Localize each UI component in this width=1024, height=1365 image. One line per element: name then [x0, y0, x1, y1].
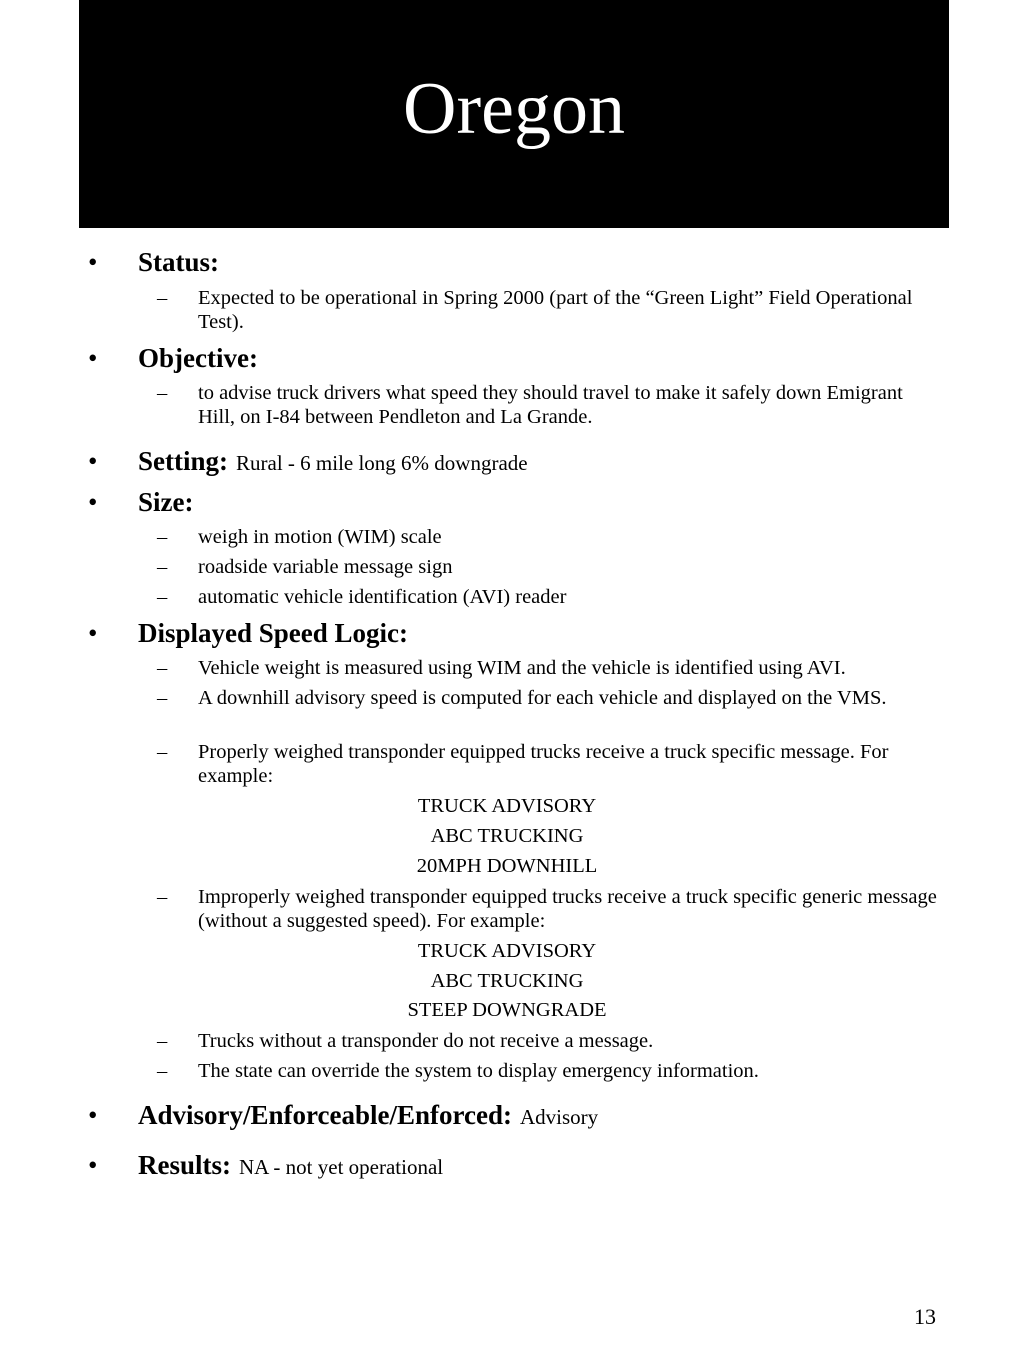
logic-item-text: Improperly weighed transponder equipped trucks receive a truck specific generic message (without a suggested speed). For example:	[198, 886, 937, 932]
logic-item-text: A downhill advisory speed is computed for each vehicle and displayed on the VMS.	[198, 687, 887, 709]
example2-line: STEEP DOWNGRADE	[407, 999, 607, 1021]
advisory-value: Advisory	[519, 1105, 599, 1129]
bullet-marker: •	[88, 247, 98, 277]
objective-item-text: to advise truck drivers what speed they should travel to make it safely down Emigrant Hill, on I-84 between Pendleton and La Grande.	[198, 382, 903, 428]
dash-marker: –	[157, 886, 168, 908]
bullet-marker: •	[88, 343, 98, 373]
dash-marker: –	[157, 657, 168, 679]
title-bar	[79, 0, 949, 228]
results-label-wrap	[138, 1150, 443, 1182]
dash-marker: –	[157, 741, 168, 763]
logic-label: Displayed Speed Logic:	[138, 618, 409, 648]
size-label: Size:	[138, 487, 194, 517]
example1-line: TRUCK ADVISORY	[417, 795, 597, 817]
setting-label-wrap	[138, 446, 528, 478]
setting-value: Rural - 6 mile long 6% downgrade	[236, 451, 528, 475]
advisory-label-wrap	[138, 1100, 598, 1132]
logic-item-text: Properly weighed transponder equipped trucks receive a truck specific message. For example:	[198, 741, 889, 787]
logic-item-text: The state can override the system to display emergency information.	[198, 1060, 759, 1082]
dash-marker: –	[157, 586, 168, 608]
dash-marker: –	[157, 687, 168, 709]
dash-marker: –	[157, 556, 168, 578]
results-value: NA - not yet operational	[239, 1155, 444, 1179]
page-number: 13	[914, 1304, 936, 1329]
dash-marker: –	[157, 382, 168, 404]
dash-marker: –	[157, 1030, 168, 1052]
slide-title: Oregon	[403, 67, 625, 150]
status-item-text: Expected to be operational in Spring 2000 (part of the “Green Light” Field Operational Test).	[198, 287, 913, 333]
example1-line: 20MPH DOWNHILL	[416, 855, 598, 877]
advisory-label: Advisory/Enforceable/Enforced:	[138, 1100, 512, 1130]
bullet-marker: •	[88, 618, 98, 648]
example1-line: ABC TRUCKING	[430, 825, 584, 847]
logic-item-text: Vehicle weight is measured using WIM and the vehicle is identified using AVI.	[198, 657, 846, 679]
bullet-marker: •	[88, 487, 98, 517]
size-item-text: weigh in motion (WIM) scale	[198, 526, 442, 548]
dash-marker: –	[157, 287, 168, 309]
status-label: Status:	[138, 247, 220, 277]
example2-line: TRUCK ADVISORY	[417, 940, 597, 962]
size-item-text: automatic vehicle identification (AVI) reader	[198, 586, 567, 608]
results-label: Results:	[138, 1150, 231, 1180]
objective-label: Objective:	[138, 343, 258, 373]
size-item-text: roadside variable message sign	[198, 556, 453, 578]
setting-label: Setting:	[138, 446, 228, 476]
bullet-marker: •	[88, 1150, 98, 1180]
bullet-marker: •	[88, 446, 98, 476]
bullet-marker: •	[88, 1100, 98, 1130]
logic-item-text: Trucks without a transponder do not receive a message.	[198, 1030, 654, 1052]
example2-line: ABC TRUCKING	[430, 970, 584, 992]
dash-marker: –	[157, 1060, 168, 1082]
dash-marker: –	[157, 526, 168, 548]
